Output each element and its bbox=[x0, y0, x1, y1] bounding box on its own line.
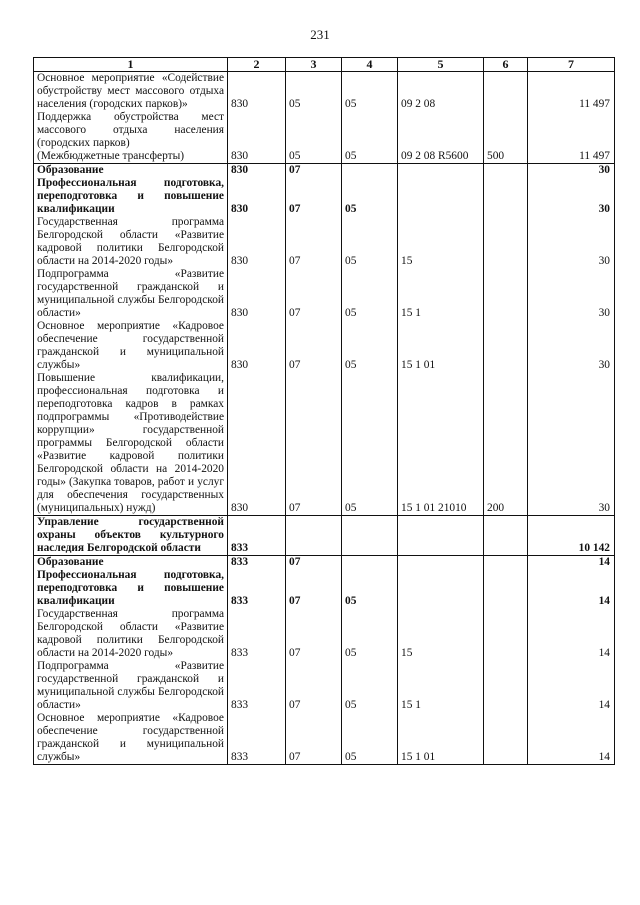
subsection-code: 05 bbox=[342, 320, 398, 372]
section-code: 05 bbox=[286, 111, 342, 164]
subsection-code: 05 bbox=[342, 608, 398, 660]
subsection-code bbox=[342, 164, 398, 178]
expense-type-code bbox=[484, 72, 528, 112]
expense-type-code bbox=[484, 268, 528, 320]
target-article-code bbox=[398, 516, 484, 556]
row-name-text: Профессиональная подготовка, переподготовка и повышение квалификации bbox=[37, 569, 224, 607]
expense-type-code bbox=[484, 516, 528, 556]
row-name bbox=[34, 164, 228, 178]
table-row bbox=[34, 164, 615, 178]
chapter-code: 830 bbox=[228, 372, 286, 516]
amount: 10 142 bbox=[528, 516, 615, 556]
expense-type-code bbox=[484, 608, 528, 660]
section-code: 07 bbox=[286, 268, 342, 320]
header-col-7: 7 bbox=[528, 58, 615, 72]
subsection-code: 05 bbox=[342, 268, 398, 320]
target-article-code: 09 2 08 bbox=[398, 72, 484, 112]
target-article-code: 15 1 01 bbox=[398, 320, 484, 372]
section-code: 07 bbox=[286, 372, 342, 516]
row-name-text: Основное мероприятие «Кадровое обеспечение государственной гражданской и муниципальной службы» bbox=[37, 712, 224, 763]
chapter-code: 830 bbox=[228, 164, 286, 178]
expense-type-code bbox=[484, 712, 528, 765]
row-name-text: Образование bbox=[37, 556, 104, 568]
amount: 30 bbox=[528, 268, 615, 320]
header-col-3: 3 bbox=[286, 58, 342, 72]
header-col-5: 5 bbox=[398, 58, 484, 72]
amount: 30 bbox=[528, 216, 615, 268]
row-name bbox=[34, 660, 228, 712]
expense-type-code bbox=[484, 216, 528, 268]
subsection-code: 05 bbox=[342, 72, 398, 112]
section-code: 07 bbox=[286, 164, 342, 178]
expense-type-code bbox=[484, 320, 528, 372]
expense-type-code bbox=[484, 177, 528, 216]
section-code: 05 bbox=[286, 72, 342, 112]
subsection-code: 05 bbox=[342, 111, 398, 164]
row-name bbox=[34, 320, 228, 372]
amount: 30 bbox=[528, 177, 615, 216]
section-code: 07 bbox=[286, 320, 342, 372]
target-article-code: 15 1 bbox=[398, 660, 484, 712]
amount: 14 bbox=[528, 556, 615, 570]
subsection-code bbox=[342, 556, 398, 570]
subsection-code bbox=[342, 516, 398, 556]
table-row bbox=[34, 72, 615, 112]
chapter-code: 833 bbox=[228, 608, 286, 660]
chapter-code: 833 bbox=[228, 569, 286, 608]
table-row bbox=[34, 516, 615, 556]
row-name-text: Профессиональная подготовка, переподготовка и повышение квалификации bbox=[37, 177, 224, 215]
section-code: 07 bbox=[286, 216, 342, 268]
chapter-code: 833 bbox=[228, 660, 286, 712]
target-article-code: 15 1 01 bbox=[398, 712, 484, 765]
expense-type-code bbox=[484, 660, 528, 712]
expense-type-code: 200 bbox=[484, 372, 528, 516]
chapter-code: 830 bbox=[228, 177, 286, 216]
expense-type-code bbox=[484, 556, 528, 570]
header-col-2: 2 bbox=[228, 58, 286, 72]
subsection-code: 05 bbox=[342, 372, 398, 516]
row-name-text: Подпрограмма «Развитие государственной гражданской и муниципальной службы Белгородской области» bbox=[37, 268, 224, 319]
section-code: 07 bbox=[286, 660, 342, 712]
chapter-code: 830 bbox=[228, 72, 286, 112]
table-row bbox=[34, 216, 615, 268]
target-article-code: 15 bbox=[398, 608, 484, 660]
amount: 14 bbox=[528, 660, 615, 712]
target-article-code bbox=[398, 164, 484, 178]
row-name-text: Поддержка обустройства мест массового отдыха населения (городских парков) bbox=[37, 111, 224, 149]
target-article-code: 09 2 08 R5600 bbox=[398, 111, 484, 164]
chapter-code: 833 bbox=[228, 712, 286, 765]
row-name bbox=[34, 569, 228, 608]
header-col-4: 4 bbox=[342, 58, 398, 72]
row-name bbox=[34, 216, 228, 268]
row-name bbox=[34, 712, 228, 765]
amount: 11 497 bbox=[528, 72, 615, 112]
row-name bbox=[34, 72, 228, 112]
subsection-code: 05 bbox=[342, 216, 398, 268]
header-col-6: 6 bbox=[484, 58, 528, 72]
row-name bbox=[34, 608, 228, 660]
row-name bbox=[34, 268, 228, 320]
subsection-code: 05 bbox=[342, 569, 398, 608]
target-article-code: 15 bbox=[398, 216, 484, 268]
expense-type-code: 500 bbox=[484, 111, 528, 164]
table-row bbox=[34, 712, 615, 765]
row-name bbox=[34, 177, 228, 216]
table-row bbox=[34, 660, 615, 712]
row-name-text: Основное мероприятие «Содействие обустройству мест массового отдыха населения (городских парков)» bbox=[37, 72, 224, 110]
row-name-text: Образование bbox=[37, 164, 104, 176]
table-row bbox=[34, 372, 615, 516]
row-name-text: Управление государственной охраны объектов культурного наследия Белгородской области bbox=[37, 516, 224, 554]
section-code: 07 bbox=[286, 556, 342, 570]
target-article-code bbox=[398, 177, 484, 216]
table-row bbox=[34, 177, 615, 216]
chapter-code: 830 bbox=[228, 111, 286, 164]
row-name bbox=[34, 372, 228, 516]
row-name-text: Основное мероприятие «Кадровое обеспечение государственной гражданской и муниципальной службы» bbox=[37, 320, 224, 371]
target-article-code bbox=[398, 569, 484, 608]
amount: 30 bbox=[528, 164, 615, 178]
expense-type-code bbox=[484, 569, 528, 608]
page-number: 231 bbox=[310, 27, 330, 42]
amount: 30 bbox=[528, 372, 615, 516]
chapter-code: 833 bbox=[228, 516, 286, 556]
header-col-1: 1 bbox=[34, 58, 228, 72]
table-row bbox=[34, 556, 615, 570]
section-code: 07 bbox=[286, 608, 342, 660]
chapter-code: 830 bbox=[228, 268, 286, 320]
amount: 14 bbox=[528, 712, 615, 765]
row-name-text: (Межбюджетные трансферты) bbox=[37, 150, 185, 162]
subsection-code: 05 bbox=[342, 660, 398, 712]
table-row bbox=[34, 268, 615, 320]
table-row bbox=[34, 111, 615, 164]
header-row bbox=[34, 58, 615, 72]
amount: 11 497 bbox=[528, 111, 615, 164]
target-article-code: 15 1 bbox=[398, 268, 484, 320]
table-row bbox=[34, 320, 615, 372]
target-article-code bbox=[398, 556, 484, 570]
row-name bbox=[34, 516, 228, 556]
subsection-code: 05 bbox=[342, 712, 398, 765]
subsection-code: 05 bbox=[342, 177, 398, 216]
section-code: 07 bbox=[286, 569, 342, 608]
row-name bbox=[34, 111, 228, 164]
table-row bbox=[34, 569, 615, 608]
section-code bbox=[286, 516, 342, 556]
amount: 30 bbox=[528, 320, 615, 372]
chapter-code: 830 bbox=[228, 320, 286, 372]
expense-type-code bbox=[484, 164, 528, 178]
target-article-code: 15 1 01 21010 bbox=[398, 372, 484, 516]
row-name-text: Повышение квалификации, профессиональная подготовка и переподготовка кадров в рамках подпрограммы «Противодействие коррупции» государственной программы Белгородской области «Развитие кадровой политики Белгородской области на 2014-2020 годы» (Закупка товаров, работ и услуг для обеспечения государственных (муниципальных) нужд) bbox=[37, 372, 224, 514]
chapter-code: 833 bbox=[228, 556, 286, 570]
amount: 14 bbox=[528, 569, 615, 608]
amount: 14 bbox=[528, 608, 615, 660]
table-row bbox=[34, 608, 615, 660]
section-code: 07 bbox=[286, 177, 342, 216]
section-code: 07 bbox=[286, 712, 342, 765]
row-name-text: Государственная программа Белгородской области «Развитие кадровой политики Белгородской области на 2014-2020 годы» bbox=[37, 608, 224, 659]
row-name-text: Подпрограмма «Развитие государственной гражданской и муниципальной службы Белгородской области» bbox=[37, 660, 224, 711]
row-name-text: Государственная программа Белгородской области «Развитие кадровой политики Белгородской области на 2014-2020 годы» bbox=[37, 216, 224, 267]
budget-table bbox=[33, 57, 615, 765]
row-name bbox=[34, 556, 228, 570]
chapter-code: 830 bbox=[228, 216, 286, 268]
